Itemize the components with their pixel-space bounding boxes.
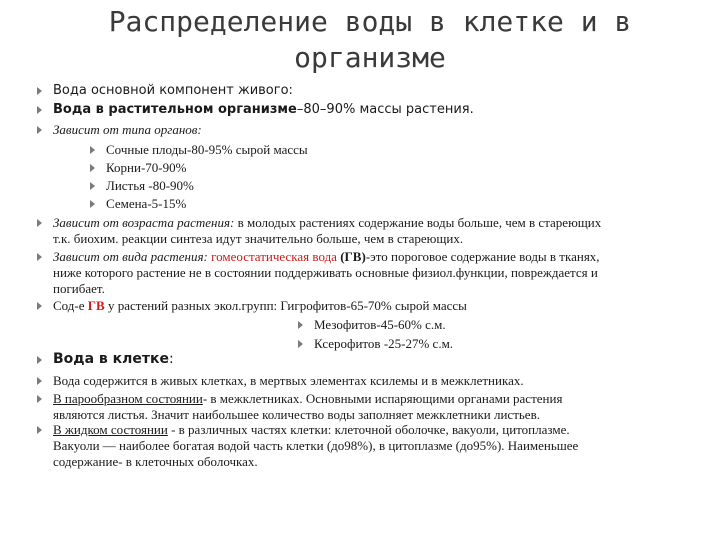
bullet-text-line: погибает. — [53, 281, 105, 296]
plain-text: у растений разных экол.групп: Гигрофитов-65-70% сырой массы — [104, 298, 467, 313]
bullet-text: Зависит от типа органов: — [53, 122, 202, 137]
triangle-right-icon — [37, 253, 42, 261]
sub-bullet-text: Мезофитов-45-60% с.м. — [314, 317, 446, 332]
highlight-text: гомеостатическая вода — [207, 249, 337, 264]
plain-text: - в межклетниках. Основными испаряющими органами растения — [202, 391, 563, 406]
triangle-right-icon — [298, 340, 303, 348]
italic-text: Зависит от вида растения: — [53, 249, 208, 264]
bullet-text — [53, 351, 174, 367]
plain-text: –80–90% массы растения. — [296, 102, 474, 117]
triangle-right-icon — [90, 146, 95, 154]
underlined-text: В жидком состоянии — [53, 422, 168, 437]
plain-text: Сод-е — [53, 298, 88, 313]
triangle-right-icon — [90, 200, 95, 208]
sub-bullet-text: Семена-5-15% — [106, 196, 187, 211]
triangle-right-icon — [37, 302, 42, 310]
plain-text: - в различных частях клетки: клеточной оболочке, вакуоли, цитоплазме. — [167, 422, 570, 437]
triangle-right-icon — [37, 126, 42, 134]
triangle-right-icon — [90, 182, 95, 190]
triangle-right-icon — [90, 164, 95, 172]
triangle-right-icon — [37, 106, 42, 114]
plain-text: : — [169, 351, 174, 367]
triangle-right-icon — [298, 321, 303, 329]
triangle-right-icon — [37, 377, 42, 385]
bullet-text-line: содержание- в клеточных оболочках. — [53, 454, 258, 469]
bullet-text — [53, 215, 601, 231]
bullet-text — [53, 422, 570, 438]
triangle-right-icon — [37, 87, 42, 95]
plain-text: в молодых растениях содержание воды больше, чем в стареющих — [234, 215, 602, 230]
bullet-text — [53, 391, 562, 407]
triangle-right-icon — [37, 395, 42, 403]
bullet-text — [53, 298, 467, 314]
bullet-text-line: Вакуоли — наиболее богатая водой часть клетки (до98%), в цитоплазме (до95%). Наименьшее — [53, 438, 579, 453]
bullet-text — [53, 102, 474, 117]
sub-bullet-text: Корни-70-90% — [106, 160, 187, 175]
bullet-text — [53, 249, 600, 265]
italic-text: Зависит от возраста растения: — [53, 215, 235, 230]
highlight-text: ГВ — [87, 298, 105, 313]
bullet-text: Вода содержится в живых клетках, в мертвых элементах ксилемы и в межклетниках. — [53, 373, 524, 388]
bullet-text-line: ниже которого растение не в состоянии поддерживать основные физиол.функции, повреждается и — [53, 265, 598, 280]
triangle-right-icon — [37, 219, 42, 227]
underlined-text: В парообразном состоянии — [53, 391, 203, 406]
sub-bullet-text: Ксерофитов -25-27% с.м. — [314, 336, 454, 351]
triangle-right-icon — [37, 426, 42, 434]
triangle-right-icon — [37, 356, 42, 364]
sub-bullet-text: Листья -80-90% — [106, 178, 194, 193]
sub-bullet-text: Сочные плоды-80-95% сырой массы — [106, 142, 308, 157]
bold-text: (ГВ) — [336, 249, 366, 264]
plain-text: -это пороговое содержание воды в тканях, — [365, 249, 600, 264]
bold-text: Вода в растительном организме — [53, 102, 297, 117]
bullet-text: Вода основной компонент живого: — [53, 83, 293, 98]
slide-title: Распределение воды в клетке и в организме — [108, 5, 632, 74]
bullet-text-line: т.к. биохим. реакции синтеза идут значительно больше, чем в стареющих. — [53, 231, 464, 246]
bullet-text-line: являются листья. Значит наибольшее количество воды заполняет межклетники листьев. — [53, 407, 540, 422]
bold-text: Вода в клетке — [53, 351, 170, 367]
